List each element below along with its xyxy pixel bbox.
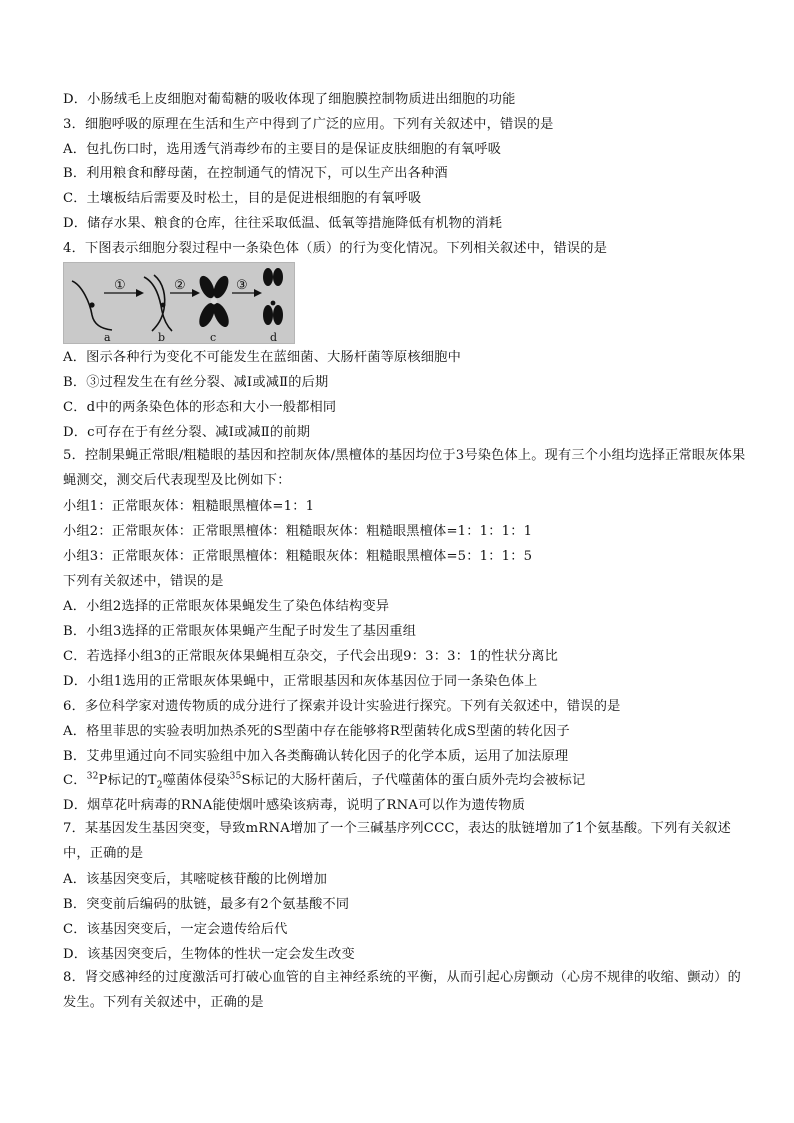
- q7-option-b: B．突变前后编码的肽链，最多有2个氨基酸不同: [63, 897, 350, 912]
- q5-group-2: 小组2：正常眼灰体：正常眼黑檀体：粗糙眼灰体：粗糙眼黑檀体=1：1：1：1: [63, 524, 533, 539]
- step-2-label: ②: [174, 278, 186, 293]
- q6-option-a: A．格里菲思的实验表明加热杀死的S型菌中存在能够将R型菌转化成S型菌的转化因子: [63, 724, 570, 739]
- q7-option-a: A．该基因突变后，其嘧啶核苷酸的比例增加: [63, 872, 328, 887]
- arrow-2-head: [192, 289, 200, 297]
- phage-t-subscript: 2: [156, 780, 163, 791]
- arrow-1-head: [136, 289, 144, 297]
- q7-option-c: C．该基因突变后，一定会遗传给后代: [63, 922, 288, 937]
- q5-question: 下列有关叙述中，错误的是: [63, 574, 224, 589]
- step-3-label: ③: [236, 278, 248, 293]
- isotope-p-mass: 32: [86, 771, 99, 782]
- isotope-s-mass: 35: [229, 771, 242, 782]
- step-1-label: ①: [114, 278, 126, 293]
- chromosome-figure: [63, 262, 295, 344]
- q5-group-3: 小组3：正常眼灰体：正常眼黑檀体：粗糙眼灰体：粗糙眼黑檀体=5：1：1：5: [63, 549, 533, 564]
- q8-stem: 8．肾交感神经的过度激活可打破心血管的自主神经系统的平衡，从而引起心房颤动（心房不规律的收缩、颤动）的发生。下列有关叙述中，正确的是: [63, 970, 741, 1010]
- q6-option-c-prefix: C．: [63, 773, 87, 788]
- chromosome-c: [196, 274, 232, 330]
- q4-option-b: B．③过程发生在有丝分裂、减Ⅰ或减Ⅱ的后期: [63, 375, 329, 390]
- q5-group-1: 小组1：正常眼灰体：粗糙眼黑檀体=1：1: [63, 499, 315, 514]
- q6-option-c: [63, 771, 753, 791]
- q3-option-d: D．储存水果、粮食的仓库，往往采取低温、低氧等措施降低有机物的消耗: [63, 216, 503, 231]
- q6-option-c-tail: S标记的大肠杆菌后，子代噬菌体的蛋白质外壳均会被标记: [241, 773, 586, 788]
- q3-stem: 3．细胞呼吸的原理在生活和生产中得到了广泛的应用。下列有关叙述中，错误的是: [63, 117, 554, 132]
- q5-option-a: A．小组2选择的正常眼灰体果蝇发生了染色体结构变异: [63, 599, 390, 614]
- q5-stem: 5．控制果蝇正常眼/粗糙眼的基因和控制灰体/黑檀体的基因均位于3号染色体上。现有三个小组均选择正常眼灰体果蝇测交，测交后代表现型及比例如下：: [63, 448, 746, 488]
- arrow-3-head: [254, 289, 262, 297]
- q6-option-c-p: P标记的T: [98, 773, 157, 788]
- label-c: c: [210, 331, 217, 343]
- centromere-b: [161, 303, 166, 308]
- q6-option-b: B．艾弗里通过向不同实验组中加入各类酶确认转化因子的化学本质，运用了加法原理: [63, 749, 569, 764]
- q3-option-b: B．利用粮食和酵母菌，在控制通气的情况下，可以生产出各种酒: [63, 166, 448, 181]
- q3-option-a: A．包扎伤口时，选用透气消毒纱布的主要目的是保证皮肤细胞的有氧呼吸: [63, 142, 502, 157]
- label-b: b: [158, 331, 166, 343]
- chromosomes-d: [263, 268, 283, 325]
- q6-option-c-mid: 噬菌体侵染: [162, 773, 230, 788]
- q2-option-d: D．小肠绒毛上皮细胞对葡萄糖的吸收体现了细胞膜控制物质进出细胞的功能: [63, 92, 516, 107]
- chromosome-diagram: [64, 263, 294, 343]
- q6-stem: 6．多位科学家对遗传物质的成分进行了探索并设计实验进行探究。下列有关叙述中，错误的是: [63, 699, 621, 714]
- q4-option-c: C．d中的两条染色体的形态和大小一般都相同: [63, 400, 337, 415]
- centromere-a: [89, 302, 94, 307]
- label-d: d: [270, 331, 278, 343]
- q5-option-b: B．小组3选择的正常眼灰体果蝇产生配子时发生了基因重组: [63, 624, 417, 639]
- q4-stem: 4．下图表示细胞分裂过程中一条染色体（质）的行为变化情况。下列相关叙述中，错误的是: [63, 241, 608, 256]
- q3-option-c: C．土壤板结后需要及时松土，目的是促进根细胞的有氧呼吸: [63, 191, 422, 206]
- q7-option-d: D．该基因突变后，生物体的性状一定会发生改变: [63, 947, 355, 962]
- q6-option-d: D．烟草花叶病毒的RNA能使烟叶感染该病毒，说明了RNA可以作为遗传物质: [63, 798, 526, 813]
- q4-option-d: D．c可存在于有丝分裂、减Ⅰ或减Ⅱ的前期: [63, 425, 311, 440]
- q5-option-d: D．小组1选用的正常眼灰体果蝇中，正常眼基因和灰体基因位于同一条染色体上: [63, 674, 538, 689]
- q5-option-c: C．若选择小组3的正常眼灰体果蝇相互杂交，子代会出现9：3：3：1的性状分离比: [63, 649, 559, 664]
- q7-stem: 7．某基因发生基因突变，导致mRNA增加了一个三碱基序列CCC，表达的肽链增加了1个氨基酸。下列有关叙述中，正确的是: [63, 821, 732, 861]
- q4-option-a: A．图示各种行为变化不可能发生在蓝细菌、大肠杆菌等原核细胞中: [63, 350, 461, 365]
- label-a: a: [104, 331, 111, 343]
